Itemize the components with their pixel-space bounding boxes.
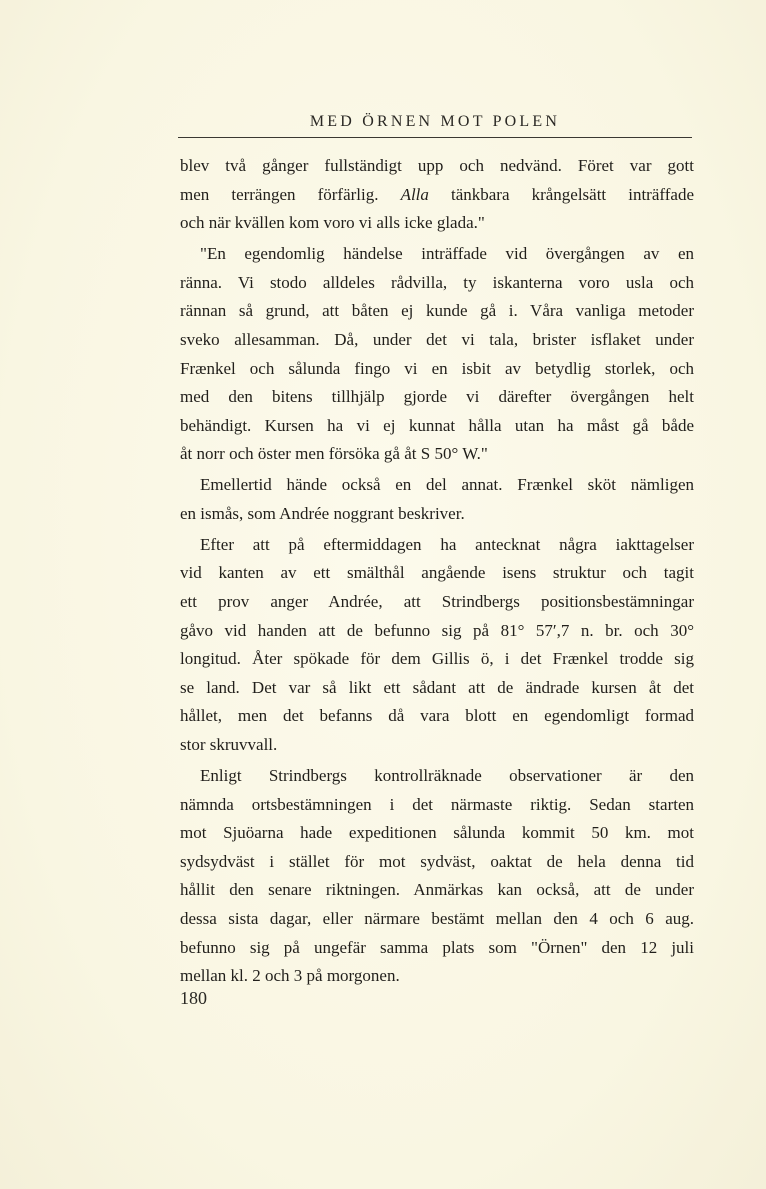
text-line: ränna. Vi stodo alldeles rådvilla, ty iskanterna voro usla och: [180, 272, 694, 292]
paragraph-5: [180, 762, 694, 991]
paragraph-2: [180, 240, 694, 469]
text-line: longitud. Åter spökade för dem Gillis ö, i det Frænkel trodde sig: [180, 649, 694, 669]
text-line: Enligt Strindbergs kontrollräknade observationer är den: [200, 766, 694, 786]
text-line: stor skruvvall.: [180, 735, 278, 755]
italic-word: Alla: [400, 184, 429, 204]
text-line: mot Sjuöarna hade expeditionen sålunda kommit 50 km. mot: [180, 823, 694, 843]
text-line: hållet, men det befanns då vara blott en egendomligt formad: [180, 706, 694, 726]
text-line: dessa sista dagar, eller närmare bestämt mellan den 4 och 6 aug.: [180, 909, 694, 928]
text-line: se land. Det var så likt ett sådant att de ändrade kursen åt det: [180, 677, 694, 697]
text-line: Efter att på eftermiddagen ha antecknat några iakttagelser: [200, 534, 694, 554]
paragraph-4: [180, 531, 694, 760]
page-number: 180: [180, 988, 207, 1008]
text-fragment: men terrängen förfärlig.: [180, 184, 379, 204]
text-line: åt norr och öster men försöka gå åt S 50° W.": [180, 444, 488, 464]
text-line: sveko allesamman. Då, under det vi tala, brister isflaket under: [180, 329, 694, 349]
text-line: mellan kl. 2 och 3 på morgonen.: [180, 966, 400, 986]
text-line: hållit den senare riktningen. Anmärkas kan också, att de under: [180, 880, 694, 900]
text-line: en ismås, som Andrée noggrant beskriver.: [180, 503, 465, 523]
text-line-with-italic: [180, 181, 694, 210]
text-line: sydsydväst i stället för mot sydväst, oaktat de hela denna tid: [180, 851, 694, 871]
text-line: nämnda ortsbestämningen i det närmaste riktig. Sedan starten: [180, 794, 694, 814]
text-line: med den bitens tillhjälp gjorde vi därefter övergången helt: [180, 387, 694, 407]
text-line: Frænkel och sålunda fingo vi en isbit av betydlig storlek, och: [180, 358, 694, 378]
paragraph-3: [180, 471, 694, 528]
text-line: behändigt. Kursen ha vi ej kunnat hålla utan ha måst gå både: [180, 415, 694, 435]
text-line: och när kvällen kom voro vi alls icke glada.": [180, 213, 485, 233]
text-line: Emellertid hände också en del annat. Frænkel sköt nämligen: [200, 475, 694, 495]
running-head: MED ÖRNEN MOT POLEN: [309, 113, 561, 130]
text-line: gåvo vid handen att de befunno sig på 81° 57′,7 n. br. och 30°: [180, 620, 694, 640]
text-line: rännan så grund, att båten ej kunde gå i. Våra vanliga metoder: [180, 301, 694, 321]
text-fragment: tänkbara krångelsätt inträffade: [450, 184, 694, 204]
text-line: "En egendomlig händelse inträffade vid övergången av en: [200, 244, 694, 264]
text-line: blev två gånger fullständigt upp och nedvänd. Föret var gott: [180, 156, 694, 175]
body-text: [180, 152, 694, 993]
header-rule: [178, 137, 692, 138]
text-line: befunno sig på ungefär samma plats som "Örnen" den 12 juli: [180, 937, 694, 957]
paragraph-1: [180, 152, 694, 238]
text-line: ett prov anger Andrée, att Strindbergs positionsbestämningar: [180, 592, 694, 612]
text-line: vid kanten av ett smälthål angående isens struktur och tagit: [180, 563, 694, 583]
